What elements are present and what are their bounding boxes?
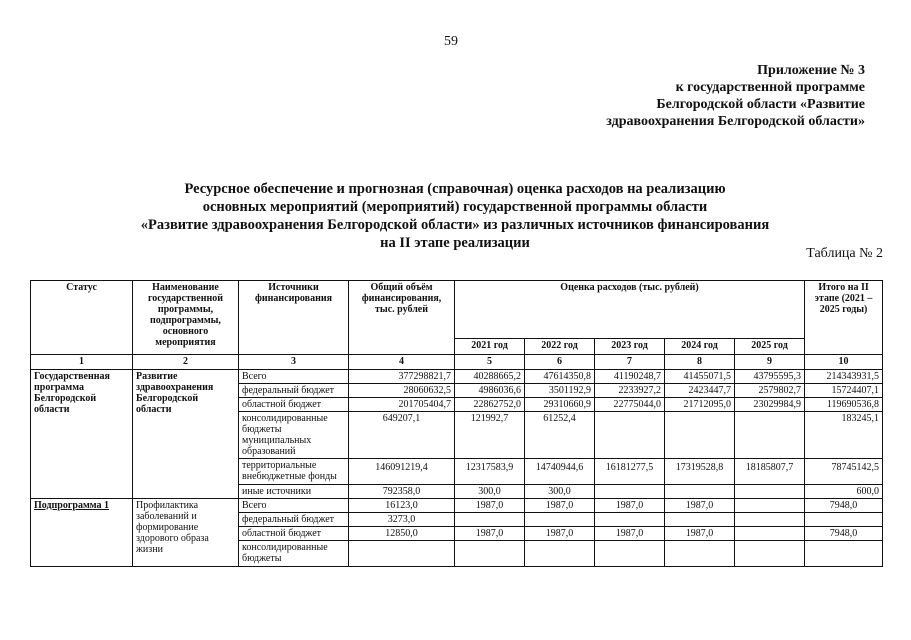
value-cell: 14740944,6 [525, 459, 595, 485]
source-cell: консолидированные бюджеты муниципальных образований [239, 412, 349, 459]
header-year-2025: 2025 год [735, 339, 805, 355]
title-line: на II этапе реализации [380, 235, 530, 251]
source-cell: иные источники [239, 485, 349, 499]
value-cell [735, 485, 805, 499]
source-cell: федеральный бюджет [239, 513, 349, 527]
value-cell: 29310660,9 [525, 398, 595, 412]
appendix-line: Белгородской области «Развитие [656, 97, 865, 112]
itogo-cell: 183245,1 [805, 412, 883, 459]
appendix-line: Приложение № 3 [757, 63, 865, 78]
value-cell [735, 412, 805, 459]
header-year-2024: 2024 год [665, 339, 735, 355]
value-cell: 22775044,0 [595, 398, 665, 412]
value-cell: 300,0 [455, 485, 525, 499]
column-number: 8 [665, 355, 735, 370]
itogo-cell [805, 513, 883, 527]
subprogram-status: Подпрограмма 1 [31, 499, 133, 567]
column-number: 7 [595, 355, 665, 370]
value-cell: 1987,0 [665, 499, 735, 513]
title-line: Ресурсное обеспечение и прогнозная (справочная) оценка расходов на реализацию [184, 181, 726, 197]
total-cell: 649207,1 [349, 412, 455, 459]
header-name: Наименование государственной программы, подпрограммы, основного мероприятия [133, 281, 239, 355]
value-cell: 23029984,9 [735, 398, 805, 412]
itogo-cell: 214343931,5 [805, 370, 883, 384]
value-cell: 16181277,5 [595, 459, 665, 485]
table-label: Таблица № 2 [806, 246, 883, 261]
column-number: 10 [805, 355, 883, 370]
total-cell: 28060632,5 [349, 384, 455, 398]
value-cell: 2579802,7 [735, 384, 805, 398]
itogo-cell: 7948,0 [805, 499, 883, 513]
appendix-line: к государственной программе [675, 80, 865, 95]
value-cell [455, 513, 525, 527]
value-cell [595, 485, 665, 499]
header-status: Статус [31, 281, 133, 355]
value-cell: 300,0 [525, 485, 595, 499]
value-cell: 22862752,0 [455, 398, 525, 412]
total-cell: 3273,0 [349, 513, 455, 527]
value-cell [665, 513, 735, 527]
value-cell: 4986036,6 [455, 384, 525, 398]
value-cell [735, 513, 805, 527]
value-cell: 1987,0 [455, 527, 525, 541]
value-cell [595, 541, 665, 567]
itogo-cell: 7948,0 [805, 527, 883, 541]
value-cell [735, 541, 805, 567]
table-row [31, 370, 883, 384]
total-cell: 377298821,7 [349, 370, 455, 384]
header-year-2021: 2021 год [455, 339, 525, 355]
column-number: 6 [525, 355, 595, 370]
value-cell [665, 541, 735, 567]
appendix-line: здравоохранения Белгородской области» [606, 114, 865, 129]
source-cell: консолидированные бюджеты [239, 541, 349, 567]
source-cell: областной бюджет [239, 398, 349, 412]
funding-table [30, 280, 883, 567]
program-status: Государственная программа Белгородской области [31, 370, 133, 499]
page-number: 59 [444, 34, 458, 49]
total-cell: 12850,0 [349, 527, 455, 541]
document-title [110, 180, 800, 252]
header-itogo: Итого на II этапе (2021 – 2025 годы) [805, 281, 883, 355]
value-cell: 12317583,9 [455, 459, 525, 485]
value-cell: 1987,0 [525, 499, 595, 513]
column-number: 4 [349, 355, 455, 370]
source-cell: Всего [239, 370, 349, 384]
header-sources: Источники финансирования [239, 281, 349, 355]
value-cell: 43795595,3 [735, 370, 805, 384]
total-cell [349, 541, 455, 567]
value-cell [525, 513, 595, 527]
itogo-cell: 600,0 [805, 485, 883, 499]
value-cell: 41190248,7 [595, 370, 665, 384]
value-cell: 121992,7 [455, 412, 525, 459]
value-cell: 2423447,7 [665, 384, 735, 398]
itogo-cell: 78745142,5 [805, 459, 883, 485]
value-cell [595, 412, 665, 459]
source-cell: федеральный бюджет [239, 384, 349, 398]
itogo-cell: 15724407,1 [805, 384, 883, 398]
value-cell: 2233927,2 [595, 384, 665, 398]
value-cell [735, 499, 805, 513]
itogo-cell [805, 541, 883, 567]
total-cell: 146091219,4 [349, 459, 455, 485]
source-cell: территориальные внебюджетные фонды [239, 459, 349, 485]
header-total: Общий объём финансирования, тыс. рублей [349, 281, 455, 355]
value-cell: 40288665,2 [455, 370, 525, 384]
value-cell: 1987,0 [595, 499, 665, 513]
total-cell: 792358,0 [349, 485, 455, 499]
value-cell: 21712095,0 [665, 398, 735, 412]
source-cell: областной бюджет [239, 527, 349, 541]
value-cell: 1987,0 [665, 527, 735, 541]
column-number: 2 [133, 355, 239, 370]
column-number: 3 [239, 355, 349, 370]
header-year-2022: 2022 год [525, 339, 595, 355]
value-cell: 1987,0 [455, 499, 525, 513]
value-cell [595, 513, 665, 527]
subprogram-name: Профилактика заболеваний и формирование здорового образа жизни [133, 499, 239, 567]
value-cell [735, 527, 805, 541]
total-cell: 201705404,7 [349, 398, 455, 412]
column-number: 1 [31, 355, 133, 370]
value-cell [665, 412, 735, 459]
value-cell [455, 541, 525, 567]
value-cell: 18185807,7 [735, 459, 805, 485]
value-cell: 41455071,5 [665, 370, 735, 384]
header-year-2023: 2023 год [595, 339, 665, 355]
header-estimate: Оценка расходов (тыс. рублей) [455, 281, 805, 339]
itogo-cell: 119690536,8 [805, 398, 883, 412]
appendix-header [545, 62, 865, 130]
table-row [31, 499, 883, 513]
source-cell: Всего [239, 499, 349, 513]
value-cell [665, 485, 735, 499]
value-cell: 1987,0 [595, 527, 665, 541]
column-number: 9 [735, 355, 805, 370]
total-cell: 16123,0 [349, 499, 455, 513]
column-number: 5 [455, 355, 525, 370]
value-cell [525, 541, 595, 567]
value-cell: 17319528,8 [665, 459, 735, 485]
value-cell: 61252,4 [525, 412, 595, 459]
value-cell: 1987,0 [525, 527, 595, 541]
title-line: основных мероприятий (мероприятий) государственной программы области [202, 199, 708, 215]
value-cell: 3501192,9 [525, 384, 595, 398]
title-line: «Развитие здравоохранения Белгородской области» из различных источников финансирования [140, 217, 770, 233]
program-name: Развитие здравоохранения Белгородской области [133, 370, 239, 499]
value-cell: 47614350,8 [525, 370, 595, 384]
